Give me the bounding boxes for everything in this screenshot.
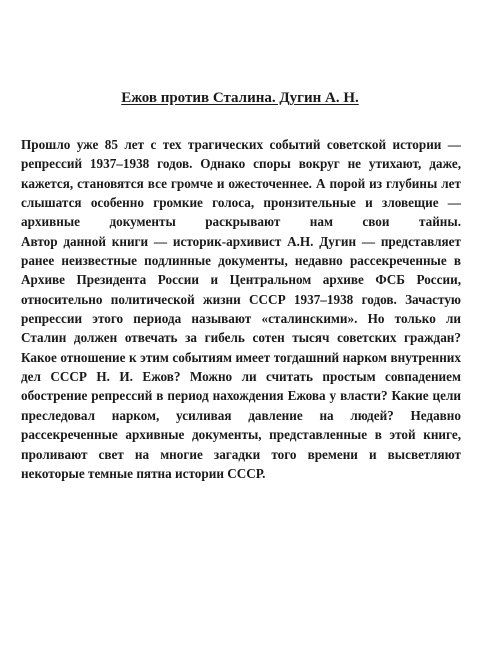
document-title-text: Ежов против Сталина. Дугин А. Н. [121,90,359,106]
paragraph-1: Прошло уже 85 лет с тех трагических событий советской истории — репрессий 1937–1938 годов. Однако споры вокруг не утихают, даже, кажется, становятся все громче и ожесточеннее. А порой из глубины лет слышатся особенно громкие голоса, пронзительные и зловещие — архивные документы раскрывают нам свои тайны. [21,137,461,230]
document-title [0,88,480,108]
paragraph-2: Автор данной книги — историк-архивист А.Н. Дугин — представляет ранее неизвестные подлинные документы, недавно рассекреченные в Архиве Президента России и Центральном архиве ФСБ России, относительно политической жизни СССР 1937–1938 годов. Зачастую репрессии этого периода называют «сталинскими». Но только ли Сталин должен отвечать за гибель сотен тысяч советских граждан? Какое отношение к этим событиям имеет тогдашний нарком внутренних дел СССР Н. И. Ежов? Можно ли считать простым совпадением обострение репрессий в период нахождения Ежова у власти? Какие цели преследовал нарком, усиливая давление на людей? Недавно рассекреченные архивные документы, представленные в этой книге, проливают свет на многие загадки того времени и высветляют некоторые темные пятна истории СССР. [21,233,461,481]
document-body [21,135,461,483]
